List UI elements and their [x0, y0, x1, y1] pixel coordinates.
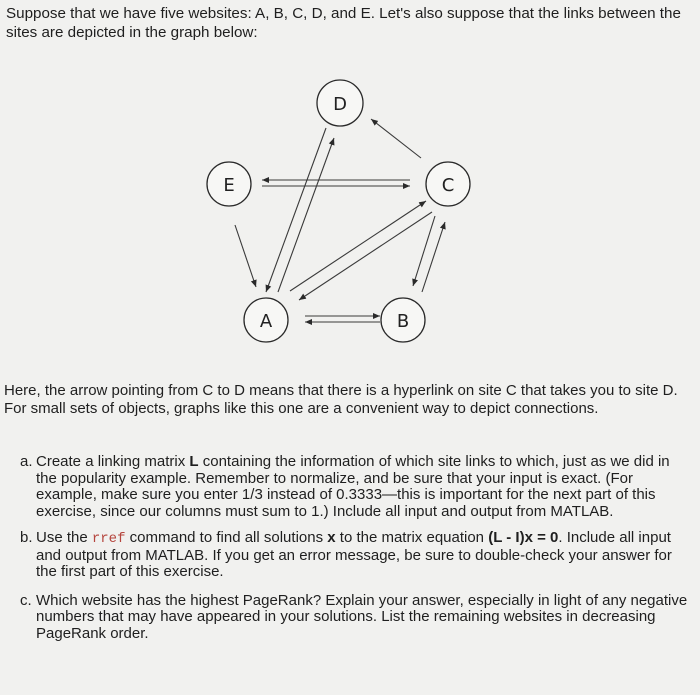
question-b: [20, 530, 690, 581]
edge-c-to-a: [299, 212, 432, 300]
question-a: [20, 454, 690, 520]
intro-text: Suppose that we have five websites: A, B, C, D, and E. Let's also suppose that the links between the sites are depicted in the graph below:: [6, 5, 681, 41]
edge-e-to-a: [235, 225, 256, 287]
rref-code: rref: [91, 531, 126, 547]
question-b-part1: Use the: [36, 529, 92, 546]
question-c-text: Which website has the highest PageRank? Explain your answer, especially in light of any negative numbers that may have appeared in your solutions. List the remaining websites in decreasing PageRank order.: [36, 591, 688, 642]
question-b-part4: . Include all input and output from MATLAB. If you get an error message, be sure to double-check your answer for the first part of this exercise.: [36, 529, 672, 580]
question-a-part2: containing the information of which site links to which, just as we did in the popularity example. Remember to normalize, and be sure that your input is exact. (For example, make sure you enter 1/3 instead of 0.3333—this is important for the next part of this exercise, since our columns must sum to 1.) Include all input and output from MATLAB.: [36, 453, 670, 520]
node-b-label: B: [396, 311, 410, 332]
edge-d-to-a: [266, 128, 326, 292]
question-a-part1: Create a linking matrix: [36, 453, 190, 470]
question-c-letter: c.: [20, 591, 32, 609]
edge-a-to-d: [278, 138, 334, 292]
question-b-letter: b.: [20, 529, 33, 546]
question-list: [20, 454, 690, 642]
question-c: [20, 593, 690, 643]
node-e-label: E: [223, 175, 235, 196]
node-c-label: C: [441, 175, 455, 196]
node-d-label: D: [333, 94, 347, 115]
matrix-equation: (L - I)x = 0: [488, 529, 559, 546]
question-a-text: [36, 454, 690, 520]
node-a-label: A: [259, 311, 273, 332]
question-b-part3: to the matrix equation: [335, 529, 489, 546]
node-d: [317, 80, 363, 126]
node-e: [207, 162, 251, 206]
explanation-text: Here, the arrow pointing from C to D means that there is a hyperlink on site C that takes you to site D. For small sets of objects, graphs like this one are a convenient way to depict connections.: [4, 382, 678, 417]
node-c: [426, 162, 470, 206]
edge-a-to-c: [290, 201, 426, 291]
vector-x: x: [327, 529, 336, 546]
node-b: [381, 298, 425, 342]
edge-c-to-b: [413, 216, 435, 286]
matrix-l: L: [189, 453, 199, 470]
node-a: [244, 298, 288, 342]
question-b-part2: command to find all solutions: [125, 529, 328, 546]
edge-c-to-d: [371, 119, 421, 158]
question-b-text: [36, 530, 690, 581]
question-a-letter: a.: [20, 453, 33, 470]
edge-b-to-c: [422, 222, 445, 292]
